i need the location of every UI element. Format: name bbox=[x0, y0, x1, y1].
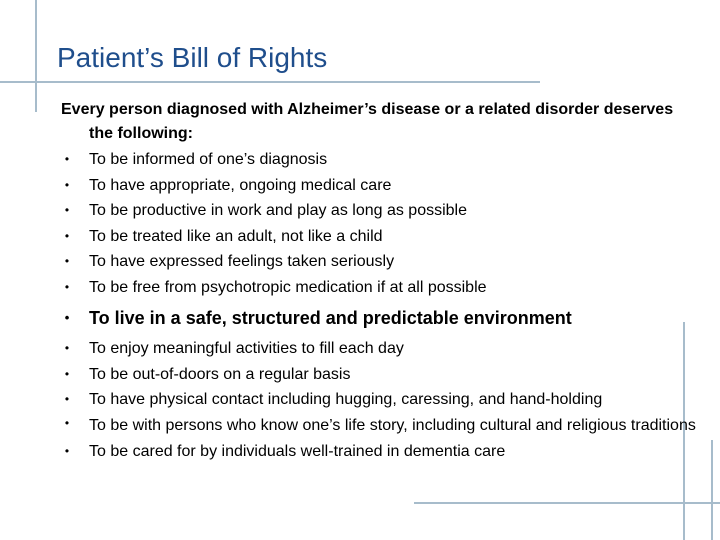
list-item bbox=[61, 413, 701, 439]
list-item-text: To be treated like an adult, not like a child bbox=[89, 227, 383, 245]
bullet-icon: • bbox=[64, 415, 70, 430]
slide-title: Patient’s Bill of Rights bbox=[57, 42, 328, 73]
bullet-icon: • bbox=[64, 443, 70, 458]
bullet-icon: • bbox=[64, 279, 70, 294]
list-item-text: To live in a safe, structured and predictable environment bbox=[89, 308, 572, 328]
list-item-text: To be free from psychotropic medication if at all possible bbox=[89, 278, 487, 296]
bullet-icon: • bbox=[64, 341, 70, 355]
list-item-text: To enjoy meaningful activities to fill each day bbox=[89, 340, 404, 357]
list-item-text: To be out-of-doors on a regular basis bbox=[89, 365, 351, 383]
list-item-text: To be productive in work and play as long as possible bbox=[89, 202, 467, 219]
list-item bbox=[61, 147, 701, 173]
intro-text: Every person diagnosed with Alzheimer’s disease or a related disorder deserves the following: bbox=[61, 101, 674, 142]
bullet-icon: • bbox=[64, 228, 70, 243]
slide-body bbox=[61, 98, 701, 464]
list-item-text: To have physical contact including hugging, caressing, and hand-holding bbox=[89, 391, 603, 408]
list-item bbox=[61, 198, 701, 224]
list-item-emphasized bbox=[61, 303, 701, 333]
list-item bbox=[61, 224, 701, 250]
bullet-icon: • bbox=[64, 366, 70, 381]
list-item-text: To have appropriate, ongoing medical care bbox=[89, 176, 392, 194]
list-item bbox=[61, 275, 701, 301]
decorative-rule-vertical-far-right bbox=[711, 440, 713, 540]
rights-list bbox=[61, 147, 701, 464]
list-item bbox=[61, 249, 701, 275]
list-item bbox=[61, 387, 701, 413]
list-item bbox=[61, 439, 701, 465]
list-item-text: To be cared for by individuals well-trained in dementia care bbox=[89, 442, 506, 460]
bullet-icon: • bbox=[64, 392, 70, 406]
decorative-rule-horizontal-top bbox=[0, 81, 540, 83]
bullet-icon: • bbox=[64, 203, 70, 217]
list-item-text: To be with persons who know one’s life story, including cultural and religious traditions bbox=[89, 416, 696, 434]
list-item-text: To be informed of one’s diagnosis bbox=[89, 151, 328, 168]
bullet-icon: • bbox=[64, 254, 70, 268]
decorative-rule-vertical-left bbox=[35, 0, 37, 112]
list-item bbox=[61, 173, 701, 199]
bullet-icon: • bbox=[64, 177, 70, 192]
decorative-rule-horizontal-bottom bbox=[414, 502, 720, 504]
list-item bbox=[61, 336, 701, 362]
bullet-icon: • bbox=[64, 152, 70, 166]
bullet-icon: • bbox=[64, 310, 70, 325]
list-item bbox=[61, 362, 701, 388]
list-item-text: To have expressed feelings taken seriously bbox=[89, 253, 395, 270]
